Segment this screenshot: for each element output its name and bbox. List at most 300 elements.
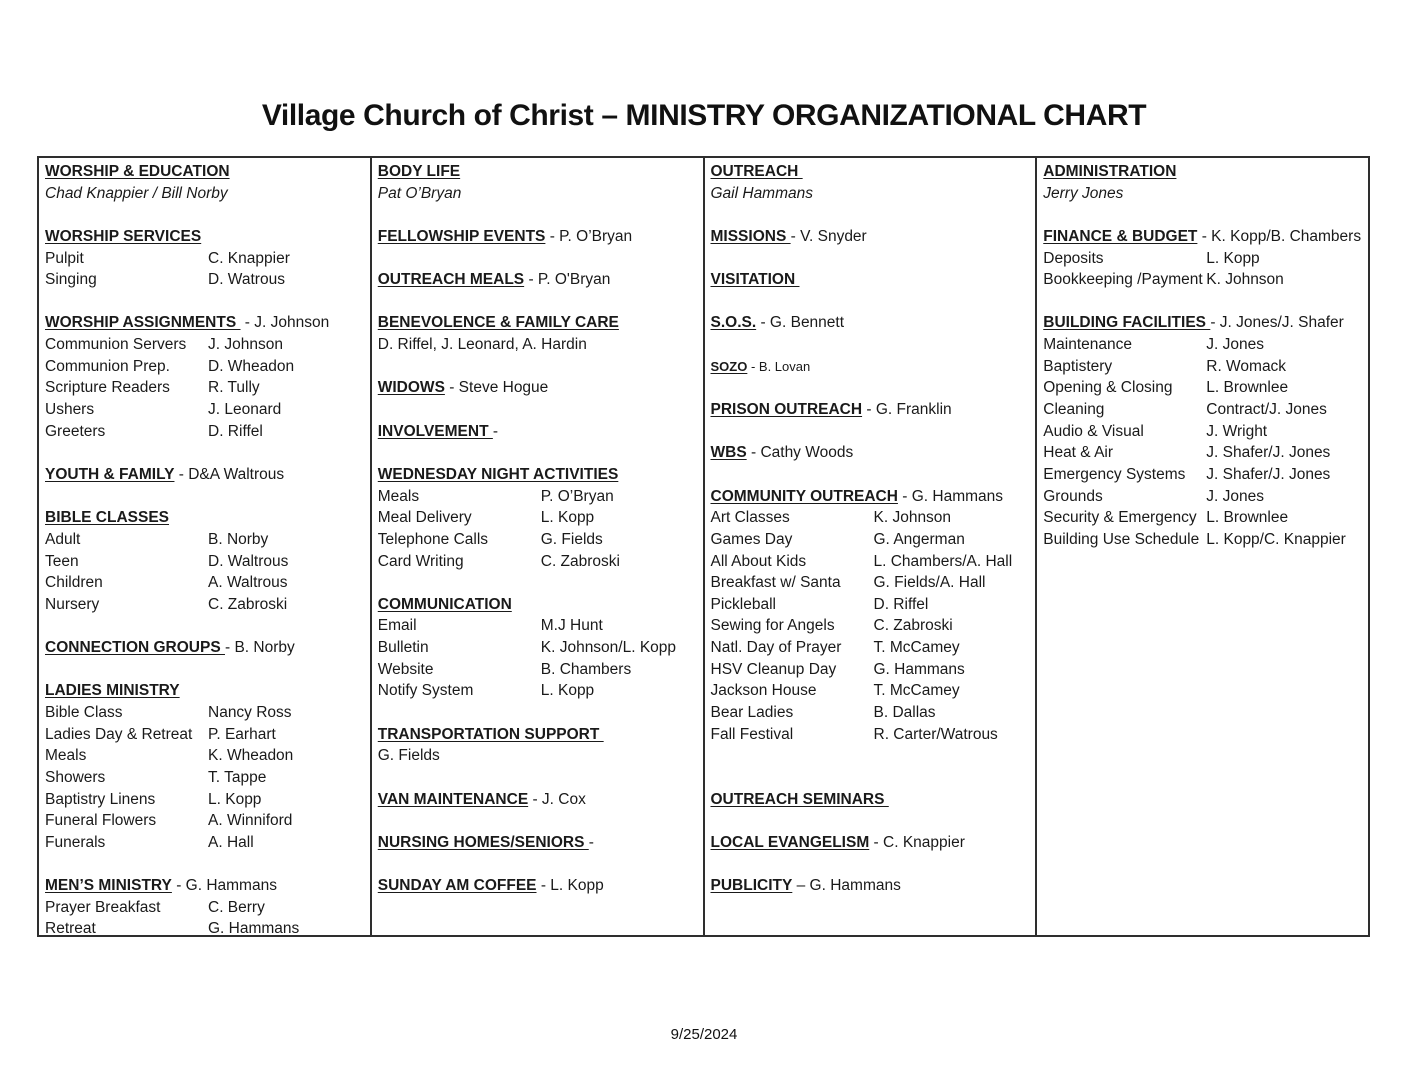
blank-line: [711, 854, 1031, 876]
assignment-row: [711, 702, 1031, 724]
ministry-label: Email: [377, 617, 417, 635]
blank-line: [45, 204, 365, 226]
section-leader: - L. Kopp: [536, 877, 604, 895]
section-heading: MISSIONS: [710, 227, 791, 245]
blank-line: [1043, 897, 1363, 919]
department-leader: [378, 183, 698, 205]
assignee-name: K. Johnson/L. Kopp: [540, 639, 677, 657]
section-heading: WIDOWS: [377, 379, 445, 397]
ministry-label: Ladies Day & Retreat: [45, 725, 193, 743]
section-heading-line: [45, 637, 365, 659]
blank-line: [1043, 724, 1363, 746]
team-members-text: G. Fields: [377, 747, 440, 765]
section-heading-line: [711, 399, 1031, 421]
blank-line: [711, 810, 1031, 832]
assignment-row: [45, 269, 365, 291]
ministry-label: Meal Delivery: [377, 509, 472, 527]
blank-line: [45, 854, 365, 876]
blank-line: [1043, 594, 1363, 616]
assignee-name: L. Kopp/C. Knappier: [1206, 530, 1346, 548]
ministry-label: Audio & Visual: [1043, 422, 1144, 440]
section-heading-line: [1043, 226, 1363, 248]
section-leader: – G. Hammans: [792, 877, 901, 895]
section-heading-line: [45, 161, 365, 183]
assignee-name: L. Brownlee: [1206, 379, 1289, 397]
team-members-text: D. Riffel, J. Leonard, A. Hardin: [377, 336, 587, 354]
assignment-row: [45, 918, 365, 935]
assignee-name: B. Norby: [208, 530, 269, 548]
assignee-name: A. Waltrous: [208, 574, 288, 592]
assignment-row: [378, 659, 698, 681]
section-leader: - J. Johnson: [240, 314, 330, 332]
section-heading-line: [378, 377, 698, 399]
assignee-name: C. Zabroski: [540, 552, 620, 570]
section-heading: COMMUNITY OUTREACH: [710, 487, 898, 505]
assignment-row: [378, 680, 698, 702]
assignee-name: C. Berry: [208, 898, 265, 916]
section-heading-line: [711, 226, 1031, 248]
blank-line: [1043, 659, 1363, 681]
assignment-row: [45, 334, 365, 356]
column-outreach: [703, 158, 1036, 935]
section-heading: OUTREACH MEALS: [377, 271, 525, 289]
assignment-row: [1043, 464, 1363, 486]
section-heading-line: [45, 464, 365, 486]
section-leader: - G. Hammans: [171, 877, 277, 895]
ministry-label: Security & Emergency: [1043, 509, 1197, 527]
assignment-row: [378, 615, 698, 637]
section-heading: BUILDING FACILITIES: [1043, 314, 1211, 332]
assignee-name: D. Waltrous: [208, 552, 289, 570]
assignee-name: L. Kopp: [1206, 249, 1260, 267]
blank-line: [1043, 832, 1363, 854]
assignee-name: J. Johnson: [208, 336, 283, 354]
assignment-row: [1043, 269, 1363, 291]
section-heading-line: [378, 421, 698, 443]
assignment-row: [45, 810, 365, 832]
section-heading: PUBLICITY: [710, 877, 793, 895]
ministry-label: Singing: [45, 271, 97, 289]
blank-line: [378, 702, 698, 724]
blank-line: [1043, 680, 1363, 702]
section-heading-line: [711, 442, 1031, 464]
section-heading-line: [711, 486, 1031, 508]
section-leader: - Steve Hogue: [444, 379, 549, 397]
section-heading-line: [711, 312, 1031, 334]
column-body-life: [370, 158, 703, 935]
section-heading: LADIES MINISTRY: [45, 682, 180, 700]
section-heading: MEN’S MINISTRY: [45, 877, 172, 895]
assignment-row: [711, 615, 1031, 637]
assignment-row: [45, 724, 365, 746]
ministry-label: Jackson House: [710, 682, 817, 700]
section-heading: VISITATION: [710, 271, 800, 289]
section-leader: - D&A Waltrous: [174, 465, 285, 483]
section-leader: - Cathy Woods: [746, 444, 854, 462]
assignment-row: [711, 659, 1031, 681]
assignment-row: [711, 594, 1031, 616]
section-heading-line: [378, 464, 698, 486]
assignment-row: [1043, 334, 1363, 356]
ministry-label: Nursery: [45, 595, 100, 613]
section-heading: CONNECTION GROUPS: [45, 639, 225, 657]
assignee-name: D. Watrous: [208, 271, 285, 289]
blank-line: [45, 659, 365, 681]
section-heading: PRISON OUTREACH: [710, 401, 863, 419]
blank-line: [378, 442, 698, 464]
assignee-name: J. Wright: [1206, 422, 1268, 440]
section-leader: - P. O'Bryan: [524, 271, 611, 289]
blank-line: [1043, 551, 1363, 573]
assignment-row: [1043, 442, 1363, 464]
section-heading: FINANCE & BUDGET: [1043, 227, 1198, 245]
assignee-name: J. Shafer/J. Jones: [1206, 465, 1331, 483]
assignment-row: [45, 832, 365, 854]
ministry-label: Fall Festival: [710, 725, 794, 743]
assignee-name: Contract/J. Jones: [1206, 401, 1327, 419]
department-leader: [711, 183, 1031, 205]
column-administration: [1035, 158, 1368, 935]
section-heading: LOCAL EVANGELISM: [710, 833, 870, 851]
section-heading: WEDNESDAY NIGHT ACTIVITIES: [377, 465, 619, 483]
assignment-row: [45, 897, 365, 919]
assignee-name: L. Kopp: [540, 682, 595, 700]
assignment-row: [45, 421, 365, 443]
section-heading-line: [1043, 161, 1363, 183]
blank-line: [711, 291, 1031, 313]
blank-line: [378, 399, 698, 421]
ministry-label: Children: [45, 574, 103, 592]
assignee-name: T. Tappe: [208, 768, 267, 786]
section-leader: -: [588, 833, 594, 851]
blank-line: [711, 767, 1031, 789]
org-chart-table: [37, 156, 1370, 937]
team-members: [378, 334, 698, 356]
assignment-row: [1043, 248, 1363, 270]
assignment-row: [711, 680, 1031, 702]
blank-line: [378, 897, 698, 919]
assignment-row: [1043, 356, 1363, 378]
assignment-row: [45, 248, 365, 270]
assignment-row: [711, 529, 1031, 551]
section-heading: COMMUNICATION: [377, 595, 512, 613]
assignee-name: J. Jones: [1206, 336, 1264, 354]
assignment-row: [711, 572, 1031, 594]
assignee-name: J. Jones: [1206, 487, 1264, 505]
assignment-row: [711, 637, 1031, 659]
section-heading-line: [378, 724, 698, 746]
blank-line: [711, 248, 1031, 270]
assignee-name: G. Fields: [540, 530, 603, 548]
section-heading: INVOLVEMENT: [377, 422, 493, 440]
blank-line: [1043, 854, 1363, 876]
ministry-label: Adult: [45, 530, 81, 548]
ministry-label: Telephone Calls: [377, 530, 489, 548]
assignment-row: [1043, 529, 1363, 551]
assignee-name: Nancy Ross: [208, 704, 292, 722]
assignee-name: C. Zabroski: [873, 617, 953, 635]
blank-line: [1043, 810, 1363, 832]
assignee-name: B. Dallas: [873, 704, 936, 722]
assignee-name: G. Angerman: [873, 530, 965, 548]
assignee-name: R. Womack: [1206, 357, 1287, 375]
section-heading-line: [378, 832, 698, 854]
section-heading: BENEVOLENCE & FAMILY CARE: [377, 314, 619, 332]
blank-line: [378, 572, 698, 594]
section-heading: WBS: [710, 444, 747, 462]
assignee-name: L. Chambers/A. Hall: [873, 552, 1013, 570]
assignee-name: K. Johnson: [1206, 271, 1284, 289]
assignment-row: [45, 745, 365, 767]
ministry-label: Grounds: [1043, 487, 1103, 505]
assignee-name: C. Zabroski: [208, 595, 288, 613]
assignee-name: M.J Hunt: [540, 617, 603, 635]
blank-line: [45, 291, 365, 313]
section-leader: - B. Norby: [224, 639, 295, 657]
ministry-label: Art Classes: [710, 509, 790, 527]
assignment-row: [45, 572, 365, 594]
assignee-name: L. Kopp: [208, 790, 262, 808]
blank-line: [1043, 615, 1363, 637]
section-heading: TRANSPORTATION SUPPORT: [377, 725, 604, 743]
ministry-label: Baptistry Linens: [45, 790, 156, 808]
section-leader: - G. Bennett: [756, 314, 845, 332]
blank-line: [711, 204, 1031, 226]
ministry-label: Natl. Day of Prayer: [710, 639, 842, 657]
assignment-row: [45, 356, 365, 378]
blank-line: [1043, 789, 1363, 811]
section-heading-line: [45, 875, 365, 897]
ministry-label: Scripture Readers: [45, 379, 170, 397]
blank-line: [45, 615, 365, 637]
section-heading-line: [711, 161, 1031, 183]
ministry-label: HSV Cleanup Day: [710, 660, 837, 678]
blank-line: [711, 918, 1031, 935]
ministry-label: Funeral Flowers: [45, 812, 157, 830]
ministry-label: All About Kids: [710, 552, 807, 570]
ministry-label: Pulpit: [45, 249, 84, 267]
assignee-name: G. Hammans: [873, 660, 965, 678]
ministry-label: Sewing for Angels: [710, 617, 835, 635]
ministry-label: Meals: [377, 487, 420, 505]
blank-line: [378, 854, 698, 876]
assignment-row: [1043, 399, 1363, 421]
ministry-label: Bible Class: [45, 704, 123, 722]
assignee-name: B. Chambers: [540, 660, 632, 678]
page-title: Village Church of Christ – MINISTRY ORGANIZATIONAL CHART: [261, 99, 1147, 132]
section-heading-line: [711, 269, 1031, 291]
section-heading: SUNDAY AM COFFEE: [377, 877, 537, 895]
blank-line: [45, 442, 365, 464]
section-heading-line: [378, 226, 698, 248]
assignee-name: A. Hall: [208, 833, 254, 851]
assignee-name: G. Fields/A. Hall: [873, 574, 986, 592]
blank-line: [1043, 291, 1363, 313]
blank-line: [378, 248, 698, 270]
ministry-label: Bear Ladies: [710, 704, 794, 722]
blank-line: [378, 767, 698, 789]
section-leader: - K. Kopp/B. Chambers: [1197, 227, 1362, 245]
team-members: [378, 745, 698, 767]
blank-line: [1043, 767, 1363, 789]
assignment-row: [45, 767, 365, 789]
assignee-name: K. Johnson: [873, 509, 952, 527]
assignment-row: [711, 724, 1031, 746]
assignee-name: J. Shafer/J. Jones: [1206, 444, 1331, 462]
assignment-row: [45, 594, 365, 616]
section-heading: SOZO: [710, 358, 748, 374]
blank-line: [378, 356, 698, 378]
ministry-label: Teen: [45, 552, 79, 570]
blank-line: [1043, 745, 1363, 767]
section-leader: - G. Hammans: [897, 487, 1004, 505]
section-heading-line: [711, 356, 1031, 378]
assignment-row: [378, 529, 698, 551]
section-heading: WORSHIP & EDUCATION: [45, 163, 230, 180]
section-leader: - J. Jones/J. Shafer: [1210, 314, 1344, 332]
blank-line: [1043, 637, 1363, 659]
assignment-row: [1043, 421, 1363, 443]
assignment-row: [45, 529, 365, 551]
section-heading: FELLOWSHIP EVENTS: [377, 227, 546, 245]
assignment-row: [378, 507, 698, 529]
section-heading-line: [45, 507, 365, 529]
section-heading: S.O.S.: [710, 314, 757, 332]
ministry-label: Maintenance: [1043, 336, 1133, 354]
assignee-name: K. Wheadon: [208, 747, 294, 765]
section-heading-line: [378, 594, 698, 616]
section-heading: OUTREACH: [710, 163, 803, 180]
blank-line: [45, 486, 365, 508]
assignee-name: P. O’Bryan: [540, 487, 614, 505]
ministry-label: Games Day: [710, 530, 793, 548]
ministry-label: Bulletin: [377, 639, 429, 657]
section-heading: WORSHIP SERVICES: [45, 227, 202, 245]
blank-line: [711, 745, 1031, 767]
ministry-label: Funerals: [45, 833, 106, 851]
ministry-label: Emergency Systems: [1043, 465, 1186, 483]
assignee-name: D. Wheadon: [208, 357, 295, 375]
assignee-name: D. Riffel: [208, 422, 263, 440]
blank-line: [1043, 702, 1363, 724]
section-leader: -: [492, 422, 499, 440]
assignee-name: C. Knappier: [208, 249, 290, 267]
section-heading-line: [378, 789, 698, 811]
assignee-name: R. Carter/Watrous: [873, 725, 998, 743]
department-leader-name: Pat O’Bryan: [377, 184, 462, 202]
ministry-label: Retreat: [45, 920, 96, 935]
assignment-row: [378, 551, 698, 573]
ministry-label: Notify System: [377, 682, 474, 700]
section-heading: OUTREACH SEMINARS: [710, 790, 889, 808]
blank-line: [711, 334, 1031, 356]
assignee-name: P. Earhart: [208, 725, 276, 743]
ministry-label: Pickleball: [710, 595, 776, 613]
section-heading: BIBLE CLASSES: [45, 509, 170, 527]
section-heading-line: [378, 312, 698, 334]
blank-line: [711, 377, 1031, 399]
assignment-row: [711, 551, 1031, 573]
department-leader-name: Jerry Jones: [1043, 184, 1124, 202]
assignee-name: T. McCamey: [873, 639, 960, 657]
section-heading: WORSHIP ASSIGNMENTS: [45, 314, 241, 332]
assignment-row: [378, 637, 698, 659]
blank-line: [378, 810, 698, 832]
blank-line: [1043, 875, 1363, 897]
section-heading-line: [45, 312, 365, 334]
section-leader: - B. Lovan: [747, 358, 811, 374]
assignment-row: [1043, 486, 1363, 508]
ministry-label: Meals: [45, 747, 87, 765]
ministry-label: Website: [377, 660, 434, 678]
ministry-label: Communion Servers: [45, 336, 187, 354]
section-heading-line: [1043, 312, 1363, 334]
section-heading: BODY LIFE: [377, 163, 461, 180]
blank-line: [1043, 572, 1363, 594]
ministry-label: Building Use Schedule: [1043, 530, 1200, 548]
department-leader-name: Chad Knappier / Bill Norby: [45, 184, 228, 202]
assignee-name: J. Leonard: [208, 401, 282, 419]
assignment-row: [378, 486, 698, 508]
blank-line: [378, 918, 698, 935]
assignment-row: [45, 377, 365, 399]
assignment-row: [1043, 507, 1363, 529]
section-heading-line: [711, 875, 1031, 897]
ministry-label: Heat & Air: [1043, 444, 1114, 462]
assignment-row: [45, 789, 365, 811]
department-leader: [45, 183, 365, 205]
ministry-label: Card Writing: [377, 552, 464, 570]
section-heading: VAN MAINTENANCE: [377, 790, 529, 808]
ministry-label: Prayer Breakfast: [45, 898, 161, 916]
assignee-name: L. Brownlee: [1206, 509, 1289, 527]
assignee-name: G. Hammans: [208, 920, 300, 935]
blank-line: [711, 464, 1031, 486]
ministry-label: Greeters: [45, 422, 106, 440]
column-worship-education: [39, 158, 370, 935]
section-heading: NURSING HOMES/SENIORS: [377, 833, 589, 851]
blank-line: [378, 204, 698, 226]
assignment-row: [45, 702, 365, 724]
section-heading: ADMINISTRATION: [1043, 163, 1177, 180]
ministry-label: Showers: [45, 768, 106, 786]
assignment-row: [711, 507, 1031, 529]
section-heading-line: [378, 875, 698, 897]
section-leader: - P. O’Bryan: [545, 227, 633, 245]
section-heading-line: [45, 226, 365, 248]
ministry-label: Cleaning: [1043, 401, 1105, 419]
assignment-row: [1043, 377, 1363, 399]
assignment-row: [45, 551, 365, 573]
blank-line: [1043, 918, 1363, 935]
assignee-name: T. McCamey: [873, 682, 960, 700]
assignment-row: [45, 399, 365, 421]
assignee-name: D. Riffel: [873, 595, 929, 613]
ministry-label: Ushers: [45, 401, 95, 419]
section-heading-line: [378, 161, 698, 183]
blank-line: [378, 291, 698, 313]
ministry-label: Bookkeeping /Payment: [1043, 271, 1203, 289]
ministry-label: Deposits: [1043, 249, 1104, 267]
assignee-name: A. Winniford: [208, 812, 293, 830]
ministry-label: Breakfast w/ Santa: [710, 574, 841, 592]
section-leader: - C. Knappier: [869, 833, 965, 851]
footer-date: 9/25/2024: [670, 1026, 738, 1043]
assignee-name: R. Tully: [208, 379, 260, 397]
blank-line: [711, 421, 1031, 443]
section-heading-line: [711, 832, 1031, 854]
section-leader: - V. Snyder: [790, 227, 867, 245]
